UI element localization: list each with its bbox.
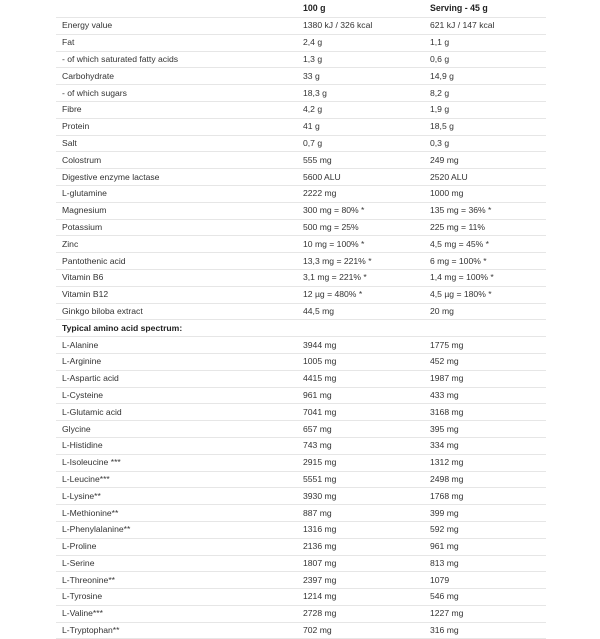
value-per-serving: 8,2 g [430,87,450,98]
value-per-100g: 555 mg [303,154,332,165]
value-per-serving: 399 mg [430,507,459,518]
table-row [56,35,546,52]
table-row [56,337,546,354]
value-per-100g: 1807 mg [303,557,337,568]
table-row [56,388,546,405]
nutrient-name: L-Alanine [62,339,99,350]
table-row [56,136,546,153]
table-row [56,236,546,253]
value-per-serving: 452 mg [430,356,459,367]
nutrient-name: Fibre [62,104,82,115]
table-body [56,18,546,639]
value-per-100g: 1,3 g [303,53,323,64]
table-row [56,438,546,455]
nutrient-name: Magnesium [62,205,107,216]
table-row [56,522,546,539]
table-row [56,152,546,169]
value-per-100g: 18,3 g [303,87,327,98]
value-per-100g: 1005 mg [303,356,337,367]
table-row [56,606,546,623]
value-per-serving: 592 mg [430,524,459,535]
value-per-serving: 4,5 mg = 45% * [430,238,489,249]
value-per-serving: 249 mg [430,154,459,165]
table-row [56,371,546,388]
nutrient-name: L-Methionine** [62,507,119,518]
value-per-100g: 1380 kJ / 326 kcal [303,20,373,31]
table-row [56,169,546,186]
table-row [56,421,546,438]
value-per-serving: 813 mg [430,557,459,568]
value-per-100g: 4415 mg [303,373,337,384]
value-per-serving: 621 kJ / 147 kcal [430,20,495,31]
nutrient-name: Vitamin B6 [62,272,104,283]
value-per-serving: 2498 mg [430,473,464,484]
value-per-serving: 1,1 g [430,37,450,48]
value-per-serving: 1079 [430,574,450,585]
value-per-serving: 433 mg [430,389,459,400]
nutrient-name: L-glutamine [62,188,107,199]
nutrient-name: Carbohydrate [62,70,115,81]
nutrient-name: Zinc [62,238,79,249]
value-per-100g: 1316 mg [303,524,337,535]
value-per-serving: 961 mg [430,541,459,552]
table-row [56,539,546,556]
section-row [56,320,546,337]
table-row [56,455,546,472]
nutrient-name: L-Aspartic acid [62,373,119,384]
nutrient-name: Salt [62,137,77,148]
nutrient-name: Potassium [62,221,103,232]
nutrient-name: L-Histidine [62,440,103,451]
table-row [56,186,546,203]
table-row [56,472,546,489]
value-per-100g: 1214 mg [303,591,337,602]
value-per-serving: 316 mg [430,625,459,636]
nutrient-name: L-Valine*** [62,608,103,619]
nutrient-name: L-Cysteine [62,389,104,400]
value-per-100g: 3944 mg [303,339,337,350]
value-per-serving: 18,5 g [430,121,454,132]
value-per-serving: 20 mg [430,305,454,316]
value-per-serving: 0,6 g [430,53,450,64]
nutrient-name: L-Tryptophan** [62,625,120,636]
value-per-100g: 7041 mg [303,406,337,417]
nutrition-table [56,0,546,639]
value-per-100g: 4,2 g [303,104,323,115]
header-per-serving: Serving - 45 g [430,3,488,13]
value-per-100g: 657 mg [303,423,332,434]
nutrient-name: Energy value [62,20,113,31]
table-row [56,287,546,304]
table-row [56,52,546,69]
value-per-100g: 3,1 mg = 221% * [303,272,367,283]
table-row [56,354,546,371]
nutrient-name: - of which sugars [62,87,127,98]
value-per-serving: 1312 mg [430,457,464,468]
nutrient-name: Ginkgo biloba extract [62,305,143,316]
value-per-serving: 1768 mg [430,490,464,501]
table-row [56,203,546,220]
header-per-100g: 100 g [303,3,326,13]
table-row [56,253,546,270]
value-per-100g: 2136 mg [303,541,337,552]
value-per-100g: 500 mg = 25% [303,221,359,232]
nutrient-name: L-Threonine** [62,574,116,585]
value-per-100g: 2728 mg [303,608,337,619]
value-per-serving: 14,9 g [430,70,454,81]
value-per-serving: 6 mg = 100% * [430,255,487,266]
nutrient-name: L-Serine [62,557,95,568]
table-row [56,589,546,606]
nutrient-name: L-Isoleucine *** [62,457,121,468]
table-row [56,270,546,287]
value-per-100g: 2222 mg [303,188,337,199]
nutrient-name: Typical amino acid spectrum: [62,322,183,333]
value-per-100g: 5600 ALU [303,171,341,182]
value-per-100g: 961 mg [303,389,332,400]
table-row [56,623,546,639]
value-per-serving: 1000 mg [430,188,464,199]
nutrient-name: L-Leucine*** [62,473,110,484]
table-row [56,68,546,85]
nutrient-name: Protein [62,121,90,132]
value-per-100g: 300 mg = 80% * [303,205,365,216]
value-per-serving: 225 mg = 11% [430,221,486,232]
nutrient-name: Colostrum [62,154,102,165]
nutrient-name: Pantothenic acid [62,255,126,266]
nutrient-name: Vitamin B12 [62,289,109,300]
value-per-100g: 13,3 mg = 221% * [303,255,372,266]
value-per-100g: 41 g [303,121,320,132]
table-row [56,220,546,237]
value-per-serving: 135 mg = 36% * [430,205,492,216]
value-per-serving: 1775 mg [430,339,464,350]
table-header [56,0,546,18]
table-row [56,488,546,505]
nutrient-name: L-Lysine** [62,490,101,501]
value-per-serving: 4,5 µg = 180% * [430,289,492,300]
nutrient-name: - of which saturated fatty acids [62,53,179,64]
value-per-100g: 887 mg [303,507,332,518]
value-per-100g: 2397 mg [303,574,337,585]
nutrient-name: Glycine [62,423,91,434]
table-row [56,304,546,321]
value-per-100g: 10 mg = 100% * [303,238,365,249]
table-row [56,556,546,573]
value-per-serving: 1987 mg [430,373,464,384]
table-row [56,404,546,421]
table-row [56,18,546,35]
value-per-serving: 1,9 g [430,104,450,115]
value-per-100g: 2915 mg [303,457,337,468]
value-per-serving: 334 mg [430,440,459,451]
value-per-100g: 33 g [303,70,320,81]
value-per-100g: 0,7 g [303,137,323,148]
nutrient-name: L-Glutamic acid [62,406,122,417]
value-per-serving: 3168 mg [430,406,464,417]
nutrient-name: Digestive enzyme lactase [62,171,160,182]
nutrient-name: Fat [62,37,75,48]
value-per-serving: 395 mg [430,423,459,434]
nutrient-name: L-Arginine [62,356,102,367]
table-row [56,85,546,102]
value-per-serving: 2520 ALU [430,171,468,182]
value-per-100g: 12 µg = 480% * [303,289,363,300]
value-per-100g: 3930 mg [303,490,337,501]
value-per-100g: 5551 mg [303,473,337,484]
value-per-100g: 44,5 mg [303,305,335,316]
value-per-serving: 546 mg [430,591,459,602]
table-row [56,572,546,589]
table-row [56,102,546,119]
value-per-serving: 1227 mg [430,608,464,619]
value-per-serving: 0,3 g [430,137,450,148]
nutrient-name: L-Phenylalanine** [62,524,131,535]
value-per-serving: 1,4 mg = 100% * [430,272,494,283]
value-per-100g: 2,4 g [303,37,323,48]
table-row [56,119,546,136]
nutrient-name: L-Tyrosine [62,591,103,602]
value-per-100g: 743 mg [303,440,332,451]
value-per-100g: 702 mg [303,625,332,636]
nutrient-name: L-Proline [62,541,97,552]
table-row [56,505,546,522]
